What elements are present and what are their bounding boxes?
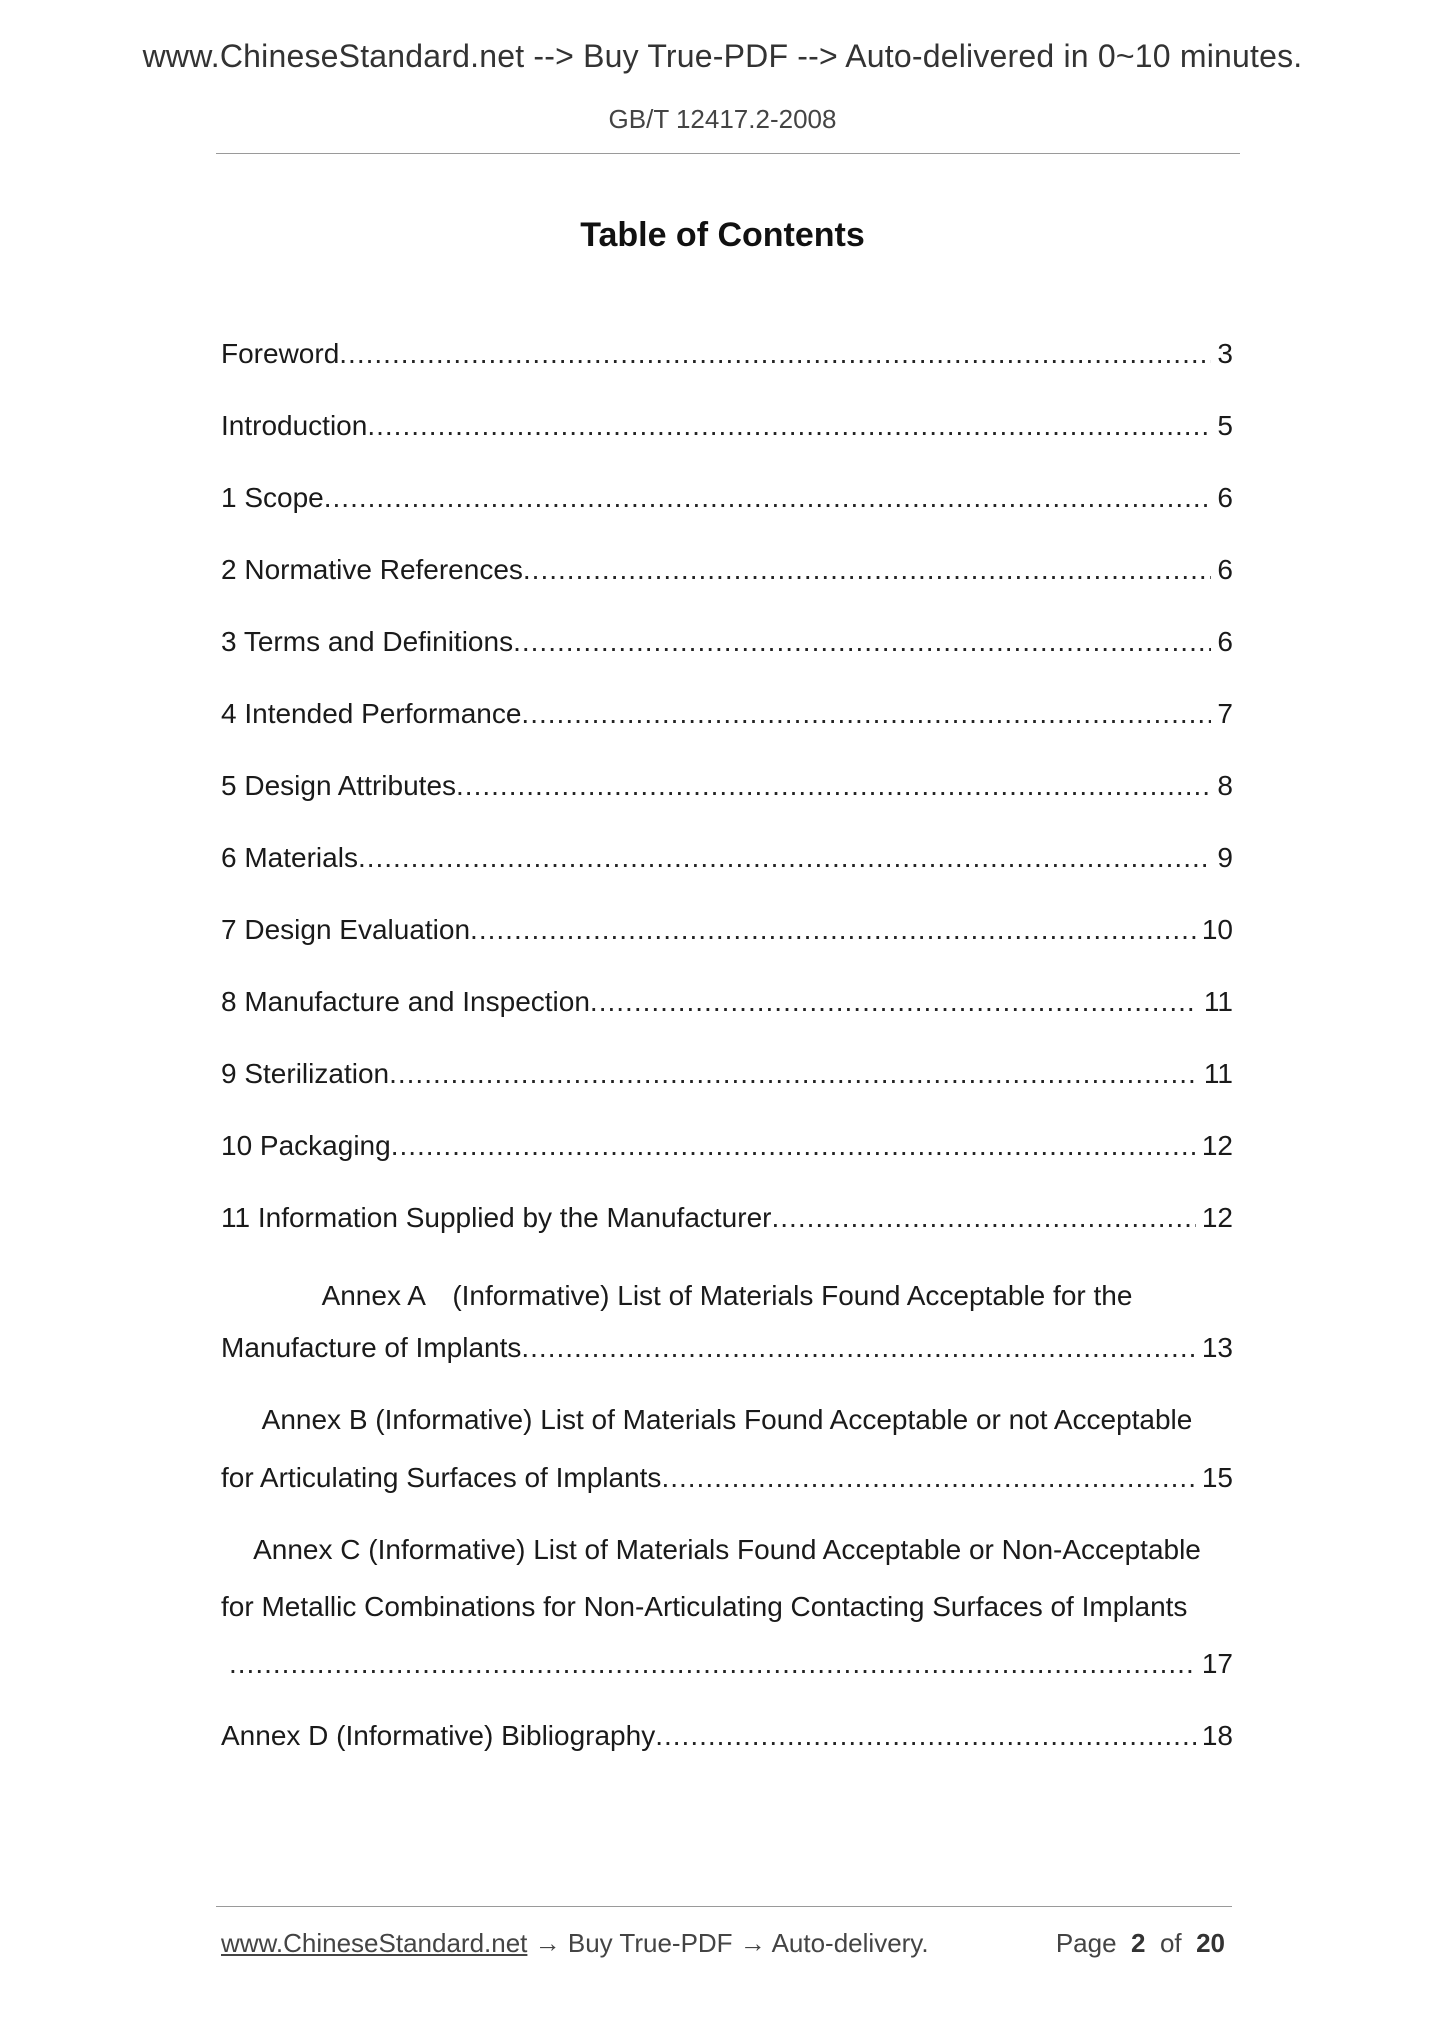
dot-leader (521, 1332, 1195, 1364)
toc-annex-c-line3[interactable] (229, 1648, 1233, 1684)
toc-entry-page: 12 (1201, 1130, 1233, 1161)
toc-entry-label: 8 Manufacture and Inspection (221, 986, 590, 1017)
toc-entry-label: Annex D (Informative) Bibliography (221, 1720, 656, 1751)
dot-leader (470, 914, 1196, 946)
page-word: Page (1055, 1928, 1117, 1958)
toc-entry-page: 6 (1217, 482, 1233, 513)
toc-entry-sterilization[interactable] (221, 1058, 1233, 1094)
toc-entry-label: 2 Normative References (221, 554, 523, 585)
toc-entry-foreword[interactable] (221, 338, 1233, 374)
toc-entry-normative-references[interactable] (221, 554, 1233, 590)
toc-entry-page: 11 (1203, 986, 1233, 1017)
toc-annex-c-line2[interactable]: for Metallic Combinations for Non-Articulating Contacting Surfaces of Implants (221, 1591, 1188, 1622)
toc-entry-page: 5 (1217, 410, 1233, 441)
footer-left (221, 1928, 929, 1959)
toc-entry-page: 12 (1201, 1202, 1233, 1233)
toc-entry-label: 6 Materials (221, 842, 358, 873)
toc-entry-scope[interactable] (221, 482, 1233, 518)
toc-entry-page: 7 (1217, 698, 1233, 729)
dot-leader (661, 1462, 1195, 1494)
dot-leader (590, 986, 1198, 1018)
toc-entry-label: Introduction (221, 410, 368, 441)
toc-annex-b-line2[interactable] (221, 1462, 1233, 1498)
total-pages: 20 (1196, 1928, 1225, 1958)
header-divider (216, 153, 1240, 154)
footer-site-link[interactable]: www.ChineseStandard.net (221, 1928, 528, 1958)
toc-annex-a-line2[interactable] (221, 1332, 1233, 1368)
toc-entry-page: 18 (1201, 1720, 1233, 1751)
dot-leader (655, 1720, 1196, 1752)
dot-leader (391, 1130, 1196, 1162)
dot-leader (456, 770, 1211, 802)
toc-entry-label: Foreword (221, 338, 340, 369)
toc-entry-introduction[interactable] (221, 410, 1233, 446)
toc-entry-label: 4 Intended Performance (221, 698, 522, 729)
toc-entry-page: 9 (1217, 842, 1233, 873)
toc-entry-terms-definitions[interactable] (221, 626, 1233, 662)
dot-leader (389, 1058, 1198, 1090)
dot-leader (513, 626, 1211, 658)
dot-leader (358, 842, 1211, 874)
toc-title: Table of Contents (580, 216, 865, 254)
toc-entry-design-attributes[interactable] (221, 770, 1233, 806)
toc-entry-intended-performance[interactable] (221, 698, 1233, 734)
toc-entry-materials[interactable] (221, 842, 1233, 878)
toc-entry-page: 10 (1201, 914, 1233, 945)
toc-entry-design-evaluation[interactable] (221, 914, 1233, 950)
top-banner: www.ChineseStandard.net --> Buy True-PDF --> Auto-delivered in 0~10 minutes. (142, 38, 1303, 74)
toc-entry-packaging[interactable] (221, 1130, 1233, 1166)
dot-leader (339, 338, 1211, 370)
toc-entry-page: 11 (1203, 1058, 1233, 1089)
footer-tagline: → Buy True-PDF → Auto-delivery. (527, 1928, 929, 1958)
toc-entry-label: 9 Sterilization (221, 1058, 390, 1089)
toc-entry-label: for Articulating Surfaces of Implants (221, 1462, 662, 1493)
toc-annex-c-line1[interactable]: Annex C (Informative) List of Materials Found Acceptable or Non-Acceptable (253, 1534, 1201, 1565)
toc-entry-manufacture-inspection[interactable] (221, 986, 1233, 1022)
toc-annex-a-line1[interactable]: Annex A (Informative) List of Materials Found Acceptable for the (321, 1280, 1133, 1311)
toc-entry-label: 5 Design Attributes (221, 770, 457, 801)
toc-entry-label: 3 Terms and Definitions (221, 626, 514, 657)
toc-entry-label: 1 Scope (221, 482, 324, 513)
toc-entry-page: 6 (1217, 626, 1233, 657)
dot-leader (523, 554, 1212, 586)
toc-entry-label: 11 Information Supplied by the Manufacturer (221, 1202, 772, 1233)
toc-entry-page: 15 (1201, 1462, 1233, 1493)
toc-entry-information-supplied[interactable] (221, 1202, 1233, 1238)
toc-entry-page: 13 (1201, 1332, 1233, 1363)
toc-annex-b-line1[interactable]: Annex B (Informative) List of Materials Found Acceptable or not Acceptable (261, 1404, 1193, 1435)
dot-leader (521, 698, 1211, 730)
toc-entry-label: Manufacture of Implants (221, 1332, 522, 1363)
of-word: of (1159, 1928, 1182, 1958)
document-code: GB/T 12417.2-2008 (608, 104, 837, 134)
toc-entry-annex-d[interactable] (221, 1720, 1233, 1756)
toc-entry-page: 17 (1201, 1648, 1233, 1679)
current-page: 2 (1131, 1928, 1146, 1958)
toc-entry-page: 6 (1217, 554, 1233, 585)
toc-entry-label: 10 Packaging (221, 1130, 391, 1161)
footer-divider (216, 1906, 1232, 1907)
toc-entry-page: 3 (1217, 338, 1233, 369)
toc-entry-page: 8 (1217, 770, 1233, 801)
dot-leader (771, 1202, 1195, 1234)
toc-entry-label: 7 Design Evaluation (221, 914, 471, 945)
dot-leader (229, 1648, 1196, 1680)
dot-leader (324, 482, 1212, 514)
page-footer (221, 1928, 1233, 1962)
page-indicator (1056, 1928, 1225, 1959)
dot-leader (367, 410, 1211, 442)
